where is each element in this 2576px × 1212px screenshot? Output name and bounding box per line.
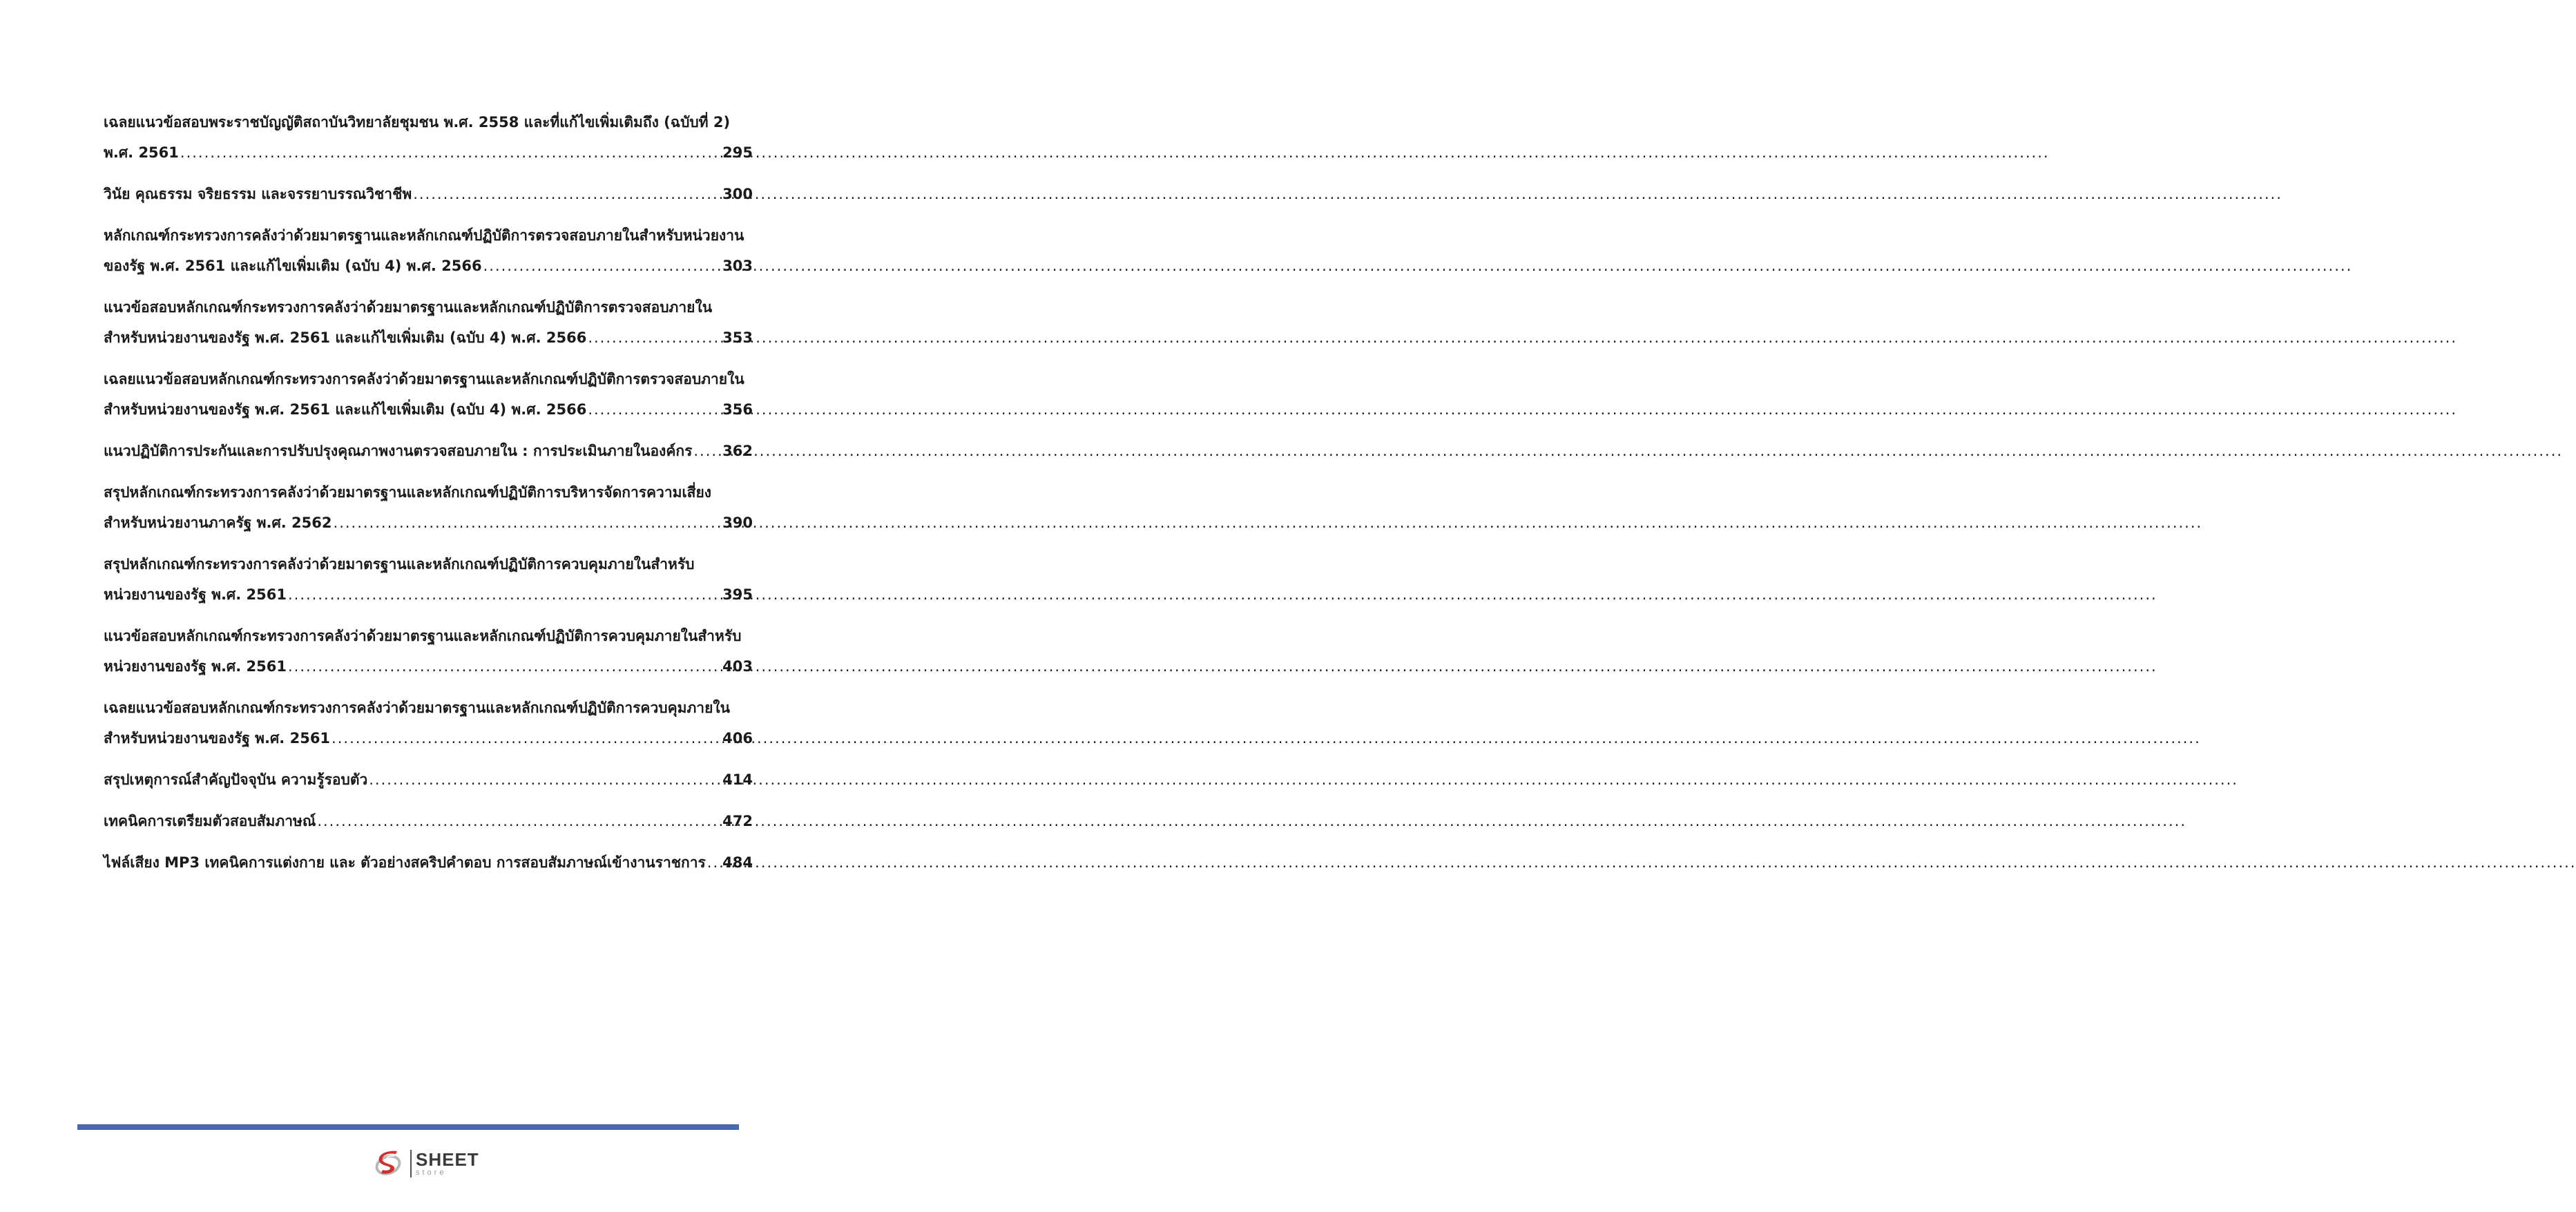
toc-entry-title: หน่วยงานของรัฐ พ.ศ. 2561	[104, 586, 287, 603]
toc-page-number: 472	[722, 813, 753, 829]
toc-dot-leader	[413, 179, 720, 209]
toc-page-number: 303	[722, 258, 753, 274]
toc-entry-title: หน่วยงานของรัฐ พ.ศ. 2561	[104, 658, 287, 675]
toc-entry-line	[104, 251, 753, 281]
toc-page-number: 406	[722, 730, 753, 747]
toc-entry-line	[104, 549, 753, 579]
toc-entry-title: หลักเกณฑ์กระทรวงการคลังว่าด้วยมาตรฐานและหลักเกณฑ์ปฏิบัติการตรวจสอบภายในสำหรับหน่วยงาน	[104, 227, 744, 244]
toc-entry-title: เทคนิคการเตรียมตัวสอบสัมภาษณ์	[104, 813, 316, 829]
sheet-store-logo	[373, 1146, 479, 1181]
toc-entry-title: สำหรับหน่วยงานภาครัฐ พ.ศ. 2562	[104, 514, 332, 531]
toc-dot-leader	[693, 436, 720, 466]
toc-entry-title: สรุปเหตุการณ์สำคัญปัจจุบัน ความรู้รอบตัว	[104, 771, 368, 788]
toc-page-number: 403	[722, 658, 753, 675]
toc-entry-title: เฉลยแนวข้อสอบหลักเกณฑ์กระทรวงการคลังว่าด้วยมาตรฐานและหลักเกณฑ์ปฏิบัติการตรวจสอบภายใน	[104, 371, 744, 387]
toc-entry-title: สำหรับหน่วยงานของรัฐ พ.ศ. 2561 และแก้ไขเพิ่มเติม (ฉบับ 4) พ.ศ. 2566	[104, 401, 587, 418]
toc-page-number: 484	[722, 854, 753, 871]
toc-page-number: 390	[722, 514, 753, 531]
toc-entry-line	[104, 220, 753, 251]
toc-entry-line	[104, 806, 753, 836]
toc-entry-line	[104, 847, 753, 878]
toc-dot-leader	[334, 508, 721, 538]
toc-entry-line	[104, 394, 753, 425]
toc-dot-leader	[288, 651, 720, 682]
toc-page-number: 362	[722, 443, 753, 459]
toc-entry[interactable]	[104, 477, 753, 538]
toc-dot-leader	[588, 394, 720, 425]
toc-entry-title: เฉลยแนวข้อสอบหลักเกณฑ์กระทรวงการคลังว่าด้วยมาตรฐานและหลักเกณฑ์ปฏิบัติการควบคุมภายใน	[104, 700, 731, 716]
toc-entry-title: แนวข้อสอบหลักเกณฑ์กระทรวงการคลังว่าด้วยมาตรฐานและหลักเกณฑ์ปฏิบัติการตรวจสอบภายใน	[104, 299, 713, 316]
toc-page-number: 300	[722, 186, 753, 202]
toc-entry-title: สำหรับหน่วยงานของรัฐ พ.ศ. 2561 และแก้ไขเพิ่มเติม (ฉบับ 4) พ.ศ. 2566	[104, 329, 587, 346]
footer-rule	[77, 1124, 739, 1129]
toc-entry-title: สำหรับหน่วยงานของรัฐ พ.ศ. 2561	[104, 730, 331, 747]
sheet-store-s-logo-icon	[373, 1147, 406, 1180]
logo-wordmark	[416, 1151, 479, 1177]
toc-dot-leader	[707, 847, 720, 878]
toc-page-number: 295	[722, 144, 753, 161]
toc-entry[interactable]	[104, 107, 753, 168]
toc-page-number: 414	[722, 771, 753, 788]
toc-entry-title: พ.ศ. 2561	[104, 144, 179, 161]
logo-main-text: SHEET	[416, 1149, 479, 1170]
toc-entry-line	[104, 651, 753, 682]
toc-entry-line	[104, 179, 753, 209]
toc-entry-line	[104, 292, 753, 323]
toc-entry[interactable]	[104, 621, 753, 682]
toc-entry[interactable]	[104, 549, 753, 610]
toc-dot-leader	[317, 806, 720, 836]
logo-sub-text: store	[416, 1168, 447, 1177]
toc-entry-line	[104, 137, 753, 168]
toc-entry[interactable]	[104, 806, 753, 836]
toc-entry[interactable]	[104, 764, 753, 795]
toc-entry-line	[104, 364, 753, 394]
toc-entry[interactable]	[104, 847, 753, 878]
toc-entry-title: ไฟล์เสียง MP3 เทคนิคการแต่งกาย และ ตัวอย่างสคริปคำตอบ การสอบสัมภาษณ์เข้างานราชการ	[104, 854, 706, 871]
toc-dot-leader	[331, 723, 720, 753]
toc-entry-line	[104, 621, 753, 651]
toc-entry-title: วินัย คุณธรรม จริยธรรม และจรรยาบรรณวิชาชีพ	[104, 186, 412, 202]
toc-entry-line	[104, 764, 753, 795]
toc-entry-line	[104, 723, 753, 753]
toc-page-number: 395	[722, 586, 753, 603]
toc-entry-title: สรุปหลักเกณฑ์กระทรวงการคลังว่าด้วยมาตรฐานและหลักเกณฑ์ปฏิบัติการควบคุมภายในสำหรับ	[104, 556, 695, 573]
toc-entry[interactable]	[104, 436, 753, 466]
toc-entry[interactable]	[104, 292, 753, 353]
toc-page-number: 353	[722, 329, 753, 346]
toc-entry-line	[104, 323, 753, 353]
table-of-contents	[104, 107, 753, 889]
toc-entry[interactable]	[104, 220, 753, 281]
toc-entry-line	[104, 693, 753, 723]
toc-dot-leader	[483, 251, 721, 281]
toc-entry[interactable]	[104, 364, 753, 425]
toc-entry-title: แนวข้อสอบหลักเกณฑ์กระทรวงการคลังว่าด้วยมาตรฐานและหลักเกณฑ์ปฏิบัติการควบคุมภายในสำหรับ	[104, 628, 742, 644]
toc-entry-line	[104, 508, 753, 538]
toc-page-number: 356	[722, 401, 753, 418]
toc-entry-line	[104, 436, 753, 466]
toc-dot-leader	[180, 137, 720, 168]
toc-entry-title: เฉลยแนวข้อสอบพระราชบัญญัติสถาบันวิทยาลัยชุมชน พ.ศ. 2558 และที่แก้ไขเพิ่มเติมถึง (ฉบับที่ 2)	[104, 114, 731, 131]
toc-entry-line	[104, 579, 753, 610]
toc-entry[interactable]	[104, 179, 753, 209]
toc-dot-leader	[369, 764, 720, 795]
toc-entry-title: สรุปหลักเกณฑ์กระทรวงการคลังว่าด้วยมาตรฐานและหลักเกณฑ์ปฏิบัติการบริหารจัดการความเสี่ยง	[104, 484, 712, 501]
toc-entry-line	[104, 107, 753, 137]
toc-entry[interactable]	[104, 693, 753, 753]
toc-entry-line	[104, 477, 753, 508]
toc-entry-title: ของรัฐ พ.ศ. 2561 และแก้ไขเพิ่มเติม (ฉบับ 4) พ.ศ. 2566	[104, 258, 482, 274]
logo-divider	[410, 1150, 412, 1177]
toc-dot-leader	[588, 323, 720, 353]
toc-dot-leader	[288, 579, 720, 610]
toc-entry-title: แนวปฏิบัติการประกันและการปรับปรุงคุณภาพงานตรวจสอบภายใน : การประเมินภายในองค์กร	[104, 443, 693, 459]
